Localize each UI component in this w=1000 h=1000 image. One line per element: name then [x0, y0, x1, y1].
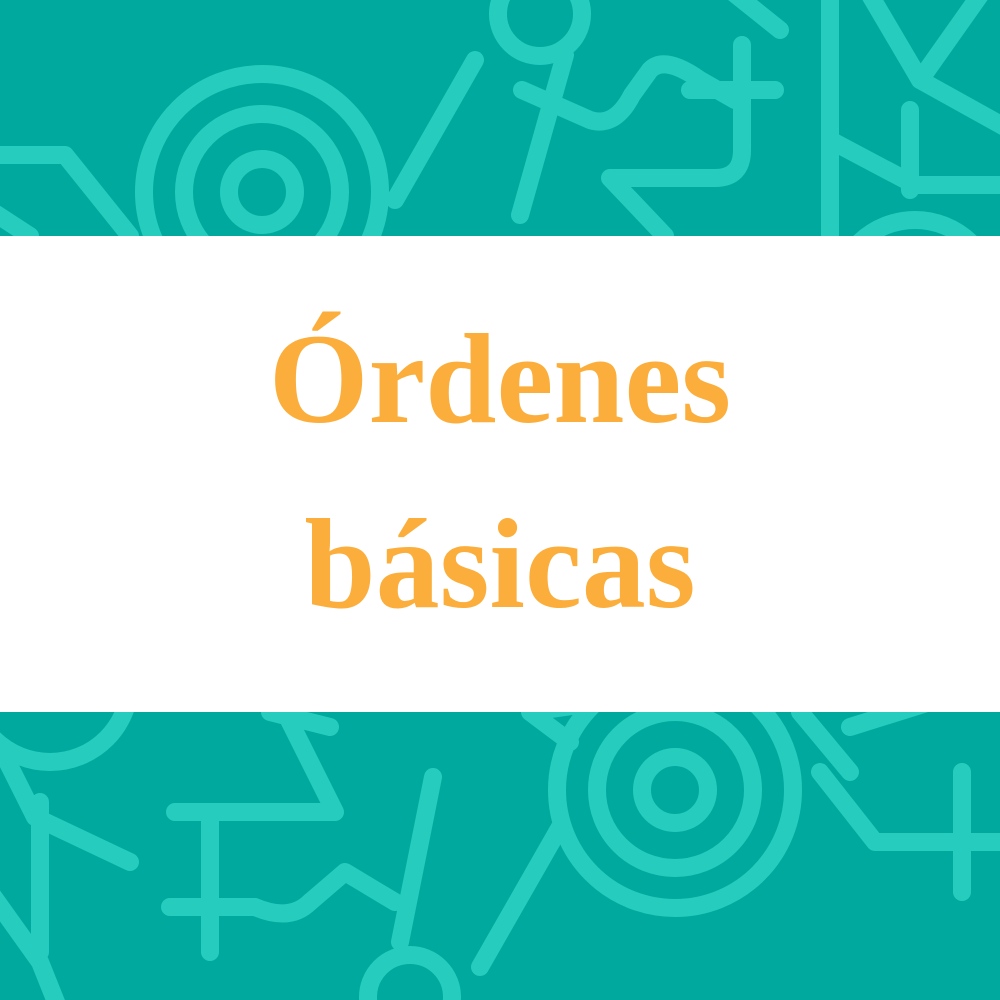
- line-shape: [170, 902, 310, 913]
- teal-background: [0, 712, 1000, 1000]
- decorative-pattern-top: [0, 0, 1000, 236]
- decorative-pattern-bottom: [0, 712, 1000, 1000]
- title-line-2: básicas: [304, 493, 696, 635]
- title-line-1: Órdenes: [268, 308, 732, 450]
